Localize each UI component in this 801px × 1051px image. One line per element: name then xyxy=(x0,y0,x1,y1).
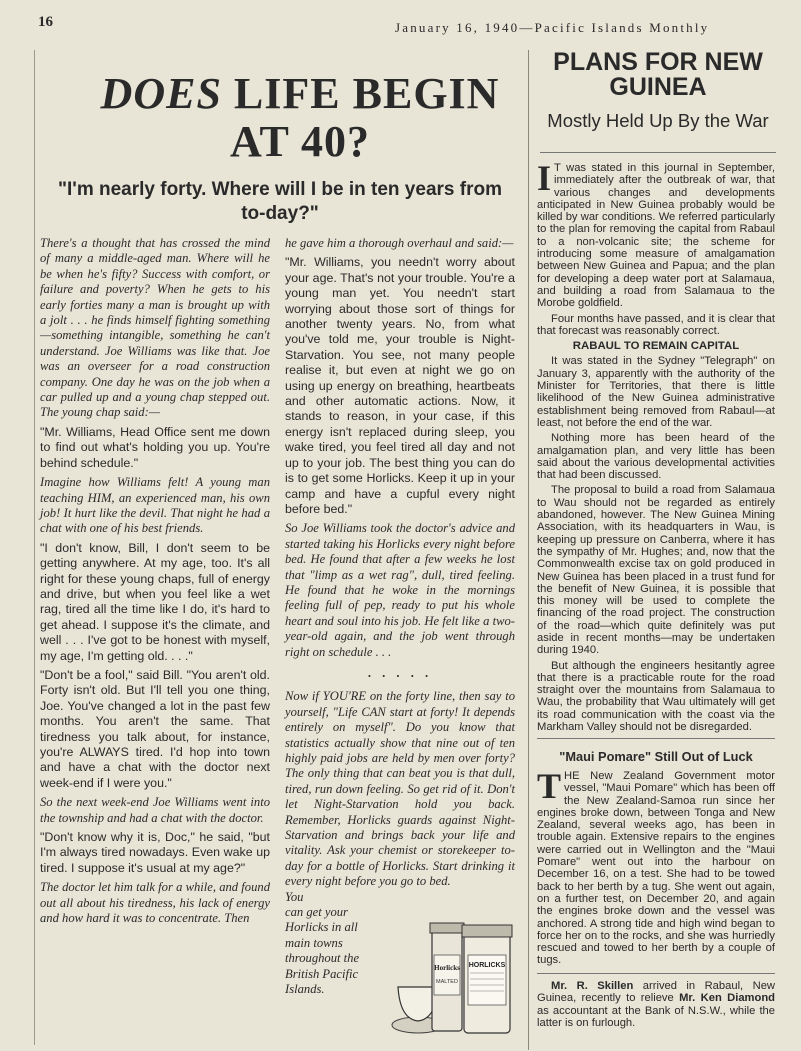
page-number: 16 xyxy=(38,14,53,30)
advert-col1-paragraph: Imagine how Williams felt! A young man teaching HIM, an experienced man, his own job! It hurt like the devil. That night he had a chat with one of his best friends. xyxy=(40,475,270,536)
advert-tail-line: You xyxy=(285,889,304,904)
article-paragraph-2: Four months have passed, and it is clear that that forecast was reasonably correct. xyxy=(537,312,775,337)
advert-col1-paragraph: "Don't be a fool," said Bill. "You aren't old. Forty isn't old. But I'll tell you one thing, Joe. You've changed a lot in the past few months. You aren't the same. That tiredness you talk about, for instance, you're ALWAYS tired. I'd hop into town and have a chat with the doctor next week-end if I were you." xyxy=(40,667,270,790)
maui-rule xyxy=(537,738,775,739)
article-paragraph-1-text: T was stated in this journal in September, immediately after the outbreak of war, that various changes and developments anticipated in New Guinea probably would be killed by war conditions. We referred particularly to the plan for removing the capital from Rabaul to a non-volcanic site; the scheme for introducing some measure of amalgamation between New Guinea and Papua; and the plan for developing a deep water port at Salamaua, and building a road from Salamaua to the Morobe goldfield. xyxy=(537,162,775,310)
article-paragraph-4: Nothing more has been heard of the amalgamation plan, and very little has been said about the various developmental activities that had been discussed. xyxy=(537,432,775,482)
article-paragraph-5: The proposal to build a road from Salamaua to Wau should not be regarded as entirely abandoned, however. The New Guinea Mining Association, with its headquarters in Wau, is keeping up pressure on Canberra, where it has the sympathy of Mr. Hughes; and, now that the Commonwealth excise tax on gold produced in New Guinea has been placed in a trust fund for the benefit of New Guinea, it is possible that this money will be used to complete the financing of the road project. The construction of the road—which quite definitely was put aside in recent months—may be undertaken during 1940. xyxy=(537,484,775,657)
article-paragraph-6: But although the engineers hesitantly agree that there is a practicable route for the road straight over the mountains from Salamaua to Wau, the probability that Wau ultimately will get its road communication with the coast via the Markham Valley should not be disregarded. xyxy=(537,659,775,734)
column-divider xyxy=(528,50,529,1050)
advert-tail-line: can get your xyxy=(285,905,348,920)
skillen-rule xyxy=(537,973,775,974)
section-separator: . . . . . xyxy=(367,665,433,680)
maui-paragraph-text: HE New Zealand Government motor vessel, "Maui Pomare" which has been off the New Zealand-Samoa run since her engines broke down, between Tonga and New Zealand, several weeks ago, has been in trouble again. Extensive repairs to the engines were carried out in Wellington and the "Maui Pomare" went out into the harbour on December 16, on a test. She had to be towed back to her berth by a tug. She went out again, on a further test, on December 20, and again the engines broke down and the vessel was anchored. A strong tide and high wind began to force her on to the rocks, and she was hurriedly rescued and towed to her berth by a couple of tugs. xyxy=(537,770,775,967)
skillen-note xyxy=(537,980,775,1029)
advert-column-1 xyxy=(40,236,270,930)
advert-title-italic: DOES xyxy=(100,69,222,118)
maui-body xyxy=(537,766,775,970)
article-body xyxy=(537,158,775,736)
advert-title xyxy=(80,70,520,166)
jar-label-large: HORLICKS xyxy=(468,962,506,969)
advert-tail-line: British Pacific xyxy=(285,966,359,981)
article-rule xyxy=(540,152,776,153)
masthead: January 16, 1940—Pacific Islands Monthly xyxy=(395,20,710,35)
advert-col2-paragraph: "Mr. Williams, you needn't worry about your age. That's not your trouble. You're a young man yet. You needn't start worrying about those sort of things for another twenty years. No, from what you've told me, your trouble is Night-Starvation. You see, not many people realise it, but even at night we go on using up energy on breathing, heartbeats and other automatic actions. Now, it stands to reason, in your case, if this energy isn't replaced during sleep, you wake tired, you feel tired all day and not up to your job. The best thing you can do is to get some Horlicks. Keep it up in your camp and have a cupful every night before bed." xyxy=(285,255,515,516)
diamond-name: Mr. Ken Diamond xyxy=(679,992,775,1005)
article-subhead-rabaul: RABAUL TO REMAIN CAPITAL xyxy=(572,340,740,353)
advert-col2-paragraph: So Joe Williams took the doctor's advice and started taking his Horlicks every night before bed. He found that after a few weeks he lost that "limp as a wet rag", dull, tired feeling. He found that he woke in the mornings feeling full of pep, ready to put his whole heart and soul into his job. He felt like a two-year-old again, and the job went through right on schedule . . . xyxy=(285,521,515,659)
advert-tail-line: main towns xyxy=(285,935,343,950)
advert-col1-paragraph: There's a thought that has crossed the mind of many a middle-aged man. Where will he be when he's fifty? Success with comfort, or failure and poverty? When he gets to his early forties many a man is brought up with a jolt . . . he finds himself fighting something—something intangible, something he can't understand. Joe Williams was like that. Joe was an overseer for a road construction company. One day he was on the job when a car pulled up and a young chap stepped out. The young chap said:— xyxy=(40,236,270,420)
advert-tail-line: throughout the xyxy=(285,951,360,966)
advert-subtitle: "I'm nearly forty. Where will I be in ten years from to-day?" xyxy=(58,179,502,224)
advert-col1-paragraph: So the next week-end Joe Williams went into the township and had a chat with the doctor. xyxy=(40,795,270,825)
skillen-text-2: as accountant at the Bank of N.S.W., while the latter is on furlough. xyxy=(537,1004,775,1029)
maui-paragraph xyxy=(537,766,775,967)
advert-title-rest: LIFE BEGIN xyxy=(233,69,500,118)
advert-column-2 xyxy=(285,236,515,998)
maui-dropcap: T xyxy=(537,766,562,806)
jar-label-small: Horlicks xyxy=(434,964,460,972)
advert-closing: Now if YOU'RE on the forty line, then say to yourself, "Life CAN start at forty! It depends entirely on myself". Do you know that statistics actually show that nine out of ten highly paid jobs are held by men over forty? The only thing that can beat you is that dull, tired, run down feeling. So get rid of it. Don't let Night-Starvation hold you back. Remember, Horlicks guards against Night-Starvation and brings back your life and vitality. Ask your chemist or storekeeper to-day for a bottle of Horlicks. Start drinking it every night before you go to bed. xyxy=(285,689,515,889)
article-paragraph-3: It was stated in the Sydney "Telegraph" on January 3, apparently with the authority of the Minister for Territories, that there is little likelihood of the New Guinea administrative establishment being removed from Rabaul—at least, not before the end of the war. xyxy=(537,355,775,429)
advert-title-line2: AT 40? xyxy=(229,117,371,166)
horlicks-jar-illustration xyxy=(390,915,520,1043)
advert-col1-paragraph: The doctor let him talk for a while, and found out all about his tiredness, his lack of energy and how hard it was to concentrate. Then xyxy=(40,880,270,926)
advert-col1-paragraph: "Mr. Williams, Head Office sent me down to find out what's holding you up. You're behind schedule." xyxy=(40,424,270,470)
advert-tail-line: Horlicks in all xyxy=(285,920,358,935)
skillen-text-1: arrived in Rabaul, New Guinea, recently to relieve xyxy=(537,980,775,1005)
jar-label-malted: MALTED xyxy=(436,979,458,985)
advert-col1-paragraph: "I don't know, Bill, I don't seem to be getting anywhere. At my age, too. It's all right for these young chaps, full of energy and drive, but when you feel like a wet rag, tired all the time like I do, it's hard to get ahead. I suppose it's the climate, and well . . . I've got to be honest with myself, my age, I'm getting old. . . ." xyxy=(40,540,270,663)
article-headline: PLANS FOR NEW GUINEA xyxy=(553,48,763,101)
maui-headline: "Maui Pomare" Still Out of Luck xyxy=(559,749,753,764)
advert-col1-paragraph: "Don't know why it is, Doc," he said, "but I'm always tired nowadays. Even wake up tired. I suppose it's usual at my age?" xyxy=(40,830,270,875)
skillen-name: Mr. R. Skillen xyxy=(551,980,634,992)
advert-tail-line: Islands. xyxy=(285,982,325,997)
article-subheadline: Mostly Held Up By the War xyxy=(547,110,769,131)
dropcap: I xyxy=(537,158,552,198)
article-paragraph-1 xyxy=(537,158,775,310)
advert-col2-paragraph: he gave him a thorough overhaul and said:— xyxy=(285,236,514,250)
